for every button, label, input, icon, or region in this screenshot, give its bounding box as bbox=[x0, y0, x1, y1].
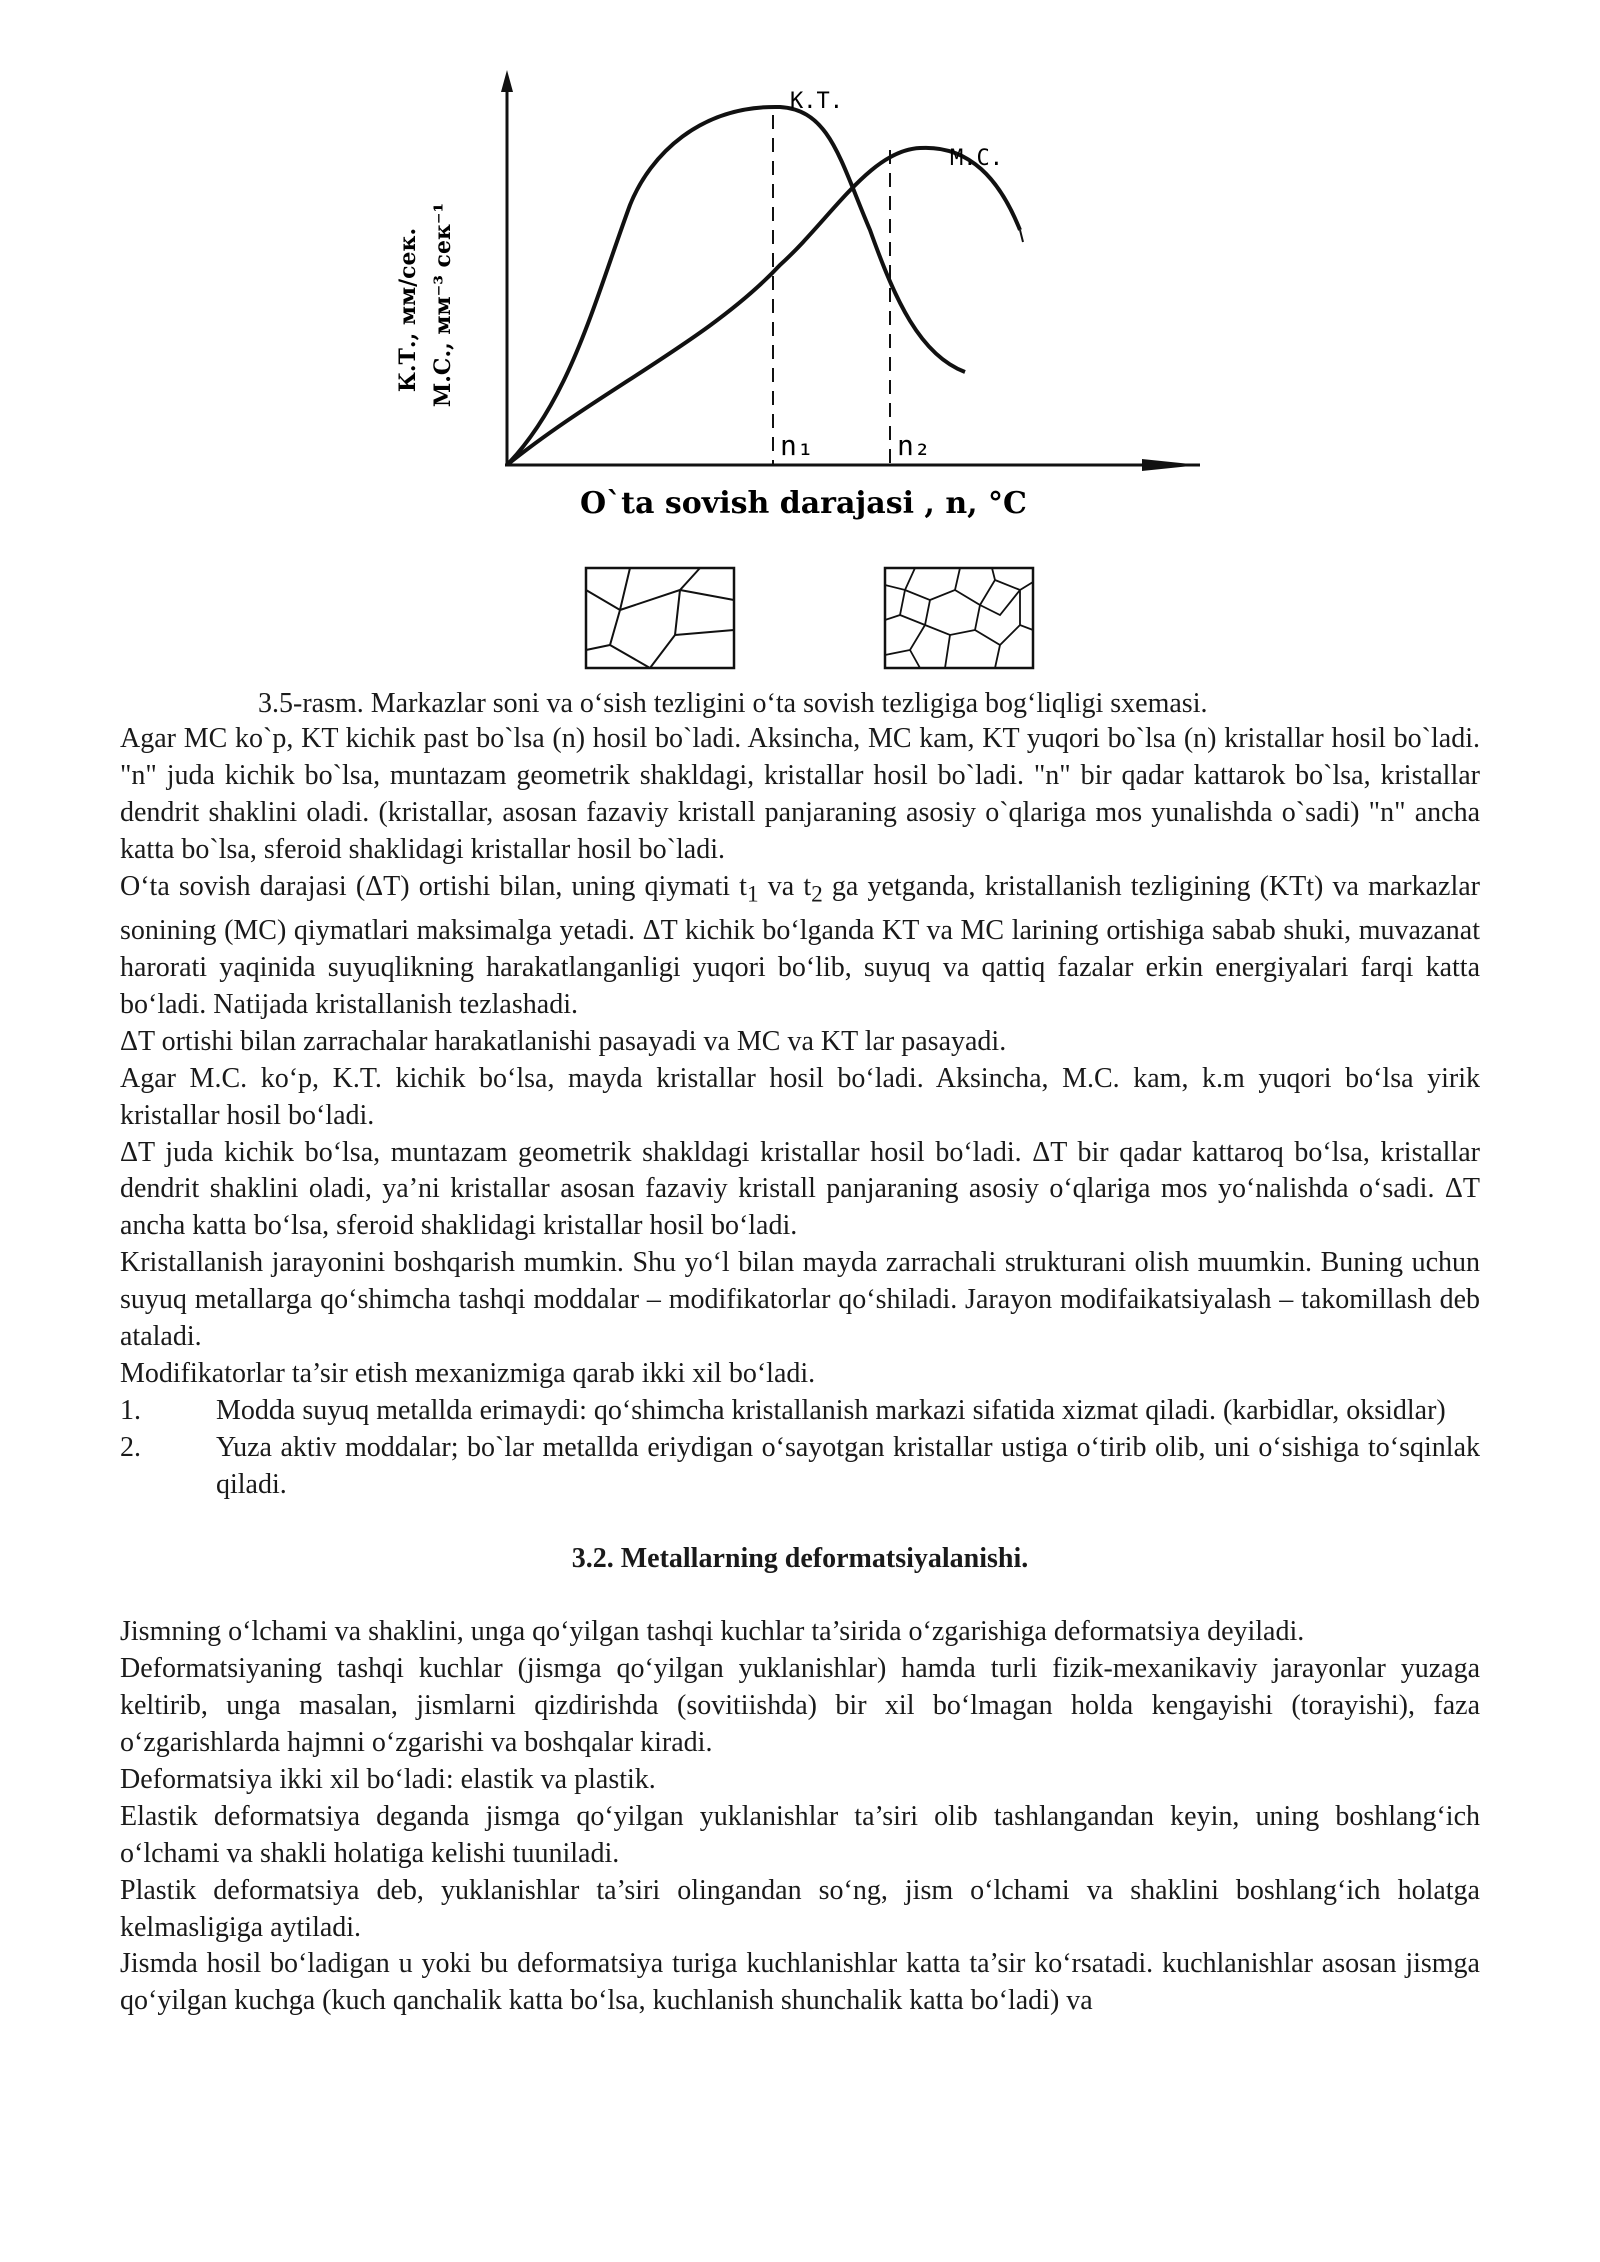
paragraph: Deformatsiya ikki xil bo‘ladi: elastik va plastik. bbox=[120, 1763, 656, 1795]
spacer bbox=[120, 1577, 1480, 1614]
list-number: 2. bbox=[120, 1431, 141, 1463]
mc-curve bbox=[507, 148, 1020, 465]
subscript: 2 bbox=[811, 881, 823, 908]
list-number: 1. bbox=[120, 1394, 141, 1426]
body-text bbox=[120, 721, 1480, 2020]
subscript: 1 bbox=[746, 881, 759, 908]
paragraph: ΔT ortishi bilan zarrachalar harakatlanishi pasayadi va MC va KT lar pasayadi. bbox=[120, 1025, 1007, 1057]
paragraph: Agar M.C. ko‘p, K.T. kichik bo‘lsa, mayda kristallar hosil bo‘ladi. Aksincha, M.C. kam, k.m yuqori bo‘lsa yirik kristallar hosil bo‘ladi. bbox=[120, 1062, 1480, 1131]
fine-grain-structure bbox=[885, 568, 1033, 668]
spacer bbox=[120, 1504, 1480, 1541]
paragraph-part: O‘ta sovish darajasi (ΔT) ortishi bilan, uning qiymati t bbox=[120, 870, 747, 902]
list-item bbox=[120, 1430, 1480, 1504]
x-axis-label: O`ta sovish darajasi , n, °C bbox=[580, 486, 1027, 521]
figure-caption: 3.5-rasm. Markazlar soni va o‘sish tezligini o‘ta sovish tezligiga bog‘liqligi sxemasi. bbox=[258, 688, 1208, 719]
mc-curve-tail bbox=[1020, 230, 1023, 242]
y-axis-label-mc: М.С., мм⁻³ сек⁻¹ bbox=[430, 202, 456, 408]
coarse-grain-structure bbox=[586, 568, 734, 668]
kt-curve-label: К.Т. bbox=[790, 89, 843, 114]
paragraph: Kristallanish jarayonini boshqarish mumkin. Shu yo‘l bilan mayda zarrachali strukturani olish muumkin. Buning uchun suyuq metallarga qo‘shimcha tashqi moddalar – modifikatorlar qo‘shiladi. Jarayon modifaikatsiyalash – takomillash deb ataladi. bbox=[120, 1247, 1480, 1353]
paragraph-part: ga yetganda, kristallanish tezligining (KTt) va markazlar sonining (MC) qiymatlari maksimalga yetadi. ΔT kichik bo‘lganda KT va MC larining ortishiga sabab shuki, muvazanat harorati yaqinida suyuqlikning harakatlanganligi yuqori bo‘lib, suyuq va qattiq fazalar erkin energiyalari farqi katta bo‘ladi. Natijada kristallanish tezlashadi. bbox=[120, 870, 1480, 1020]
x-axis-arrow bbox=[1142, 459, 1200, 471]
paragraph bbox=[120, 869, 1480, 1024]
paragraph: Jismda hosil bo‘ladigan u yoki bu deformatsiya turiga kuchlanishlar katta ta’sir ko‘rsatadi. kuchlanishlar asosan jismga qo‘yilgan kuchga (kuch qanchalik katta bo‘lsa, kuchlanish shunchalik katta bo‘ladi) va bbox=[120, 1948, 1480, 2017]
kt-curve bbox=[507, 107, 965, 465]
y-axis-label-kt: К.Т., мм/сек. bbox=[395, 227, 421, 393]
list-text: Modda suyuq metallda erimaydi: qo‘shimcha kristallanish markazi sifatida xizmat qiladi. (karbidlar, oksidlar) bbox=[216, 1394, 1446, 1426]
paragraph: Agar MC ko`p, KT kichik past bo`lsa (n) hosil bo`ladi. Aksincha, MC kam, KT yuqori bo`lsa (n) kristallar hosil bo`ladi. "n" juda kichik bo`lsa, muntazam geometrik shakldagi, kristallar hosil bo`ladi. "n" bir qadar kattarok bo`lsa, kristallar dendrit shaklini oladi. (kristallar, asosan fazaviy kristall panjaraning asosiy o`qlariga mos yunalishda o`sadi) "n" ancha katta bo`lsa, sferoid shaklidagi kristallar hosil bo`ladi. bbox=[120, 723, 1480, 865]
section-heading: 3.2. Metallarning deformatsiyalanishi. bbox=[571, 1542, 1029, 1574]
paragraph: Elastik deformatsiya deganda jismga qo‘yilgan yuklanishlar ta’siri olib tashlangandan keyin, uning boshlang‘ich o‘lchami va shakli holatiga kelishi tuuniladi. bbox=[120, 1800, 1480, 1869]
list-text: Yuza aktiv moddalar; bo`lar metallda eriydigan o‘sayotgan kristallar ustiga o‘tirib olib, uni o‘sishiga to‘sqinlak qiladi. bbox=[216, 1431, 1480, 1500]
paragraph: Modifikatorlar ta’sir etish mexanizmiga qarab ikki xil bo‘ladi. bbox=[120, 1358, 816, 1389]
y-axis-arrow bbox=[501, 70, 513, 92]
figure-3-5 bbox=[380, 70, 1230, 680]
kt-mc-diagram bbox=[380, 70, 1230, 680]
n1-label: n₁ bbox=[780, 429, 814, 462]
paragraph: Jismning o‘lchami va shaklini, unga qo‘yilgan tashqi kuchlar ta’sirida o‘zgarishiga deformatsiya deyiladi. bbox=[120, 1616, 1305, 1648]
paragraph: Plastik deformatsiya deb, yuklanishlar ta’siri olingandan so‘ng, jism o‘lchami va shaklini boshlang‘ich holatga kelmasligiga aytiladi. bbox=[120, 1874, 1480, 1943]
paragraph-part: va t bbox=[758, 870, 812, 902]
list-item bbox=[120, 1393, 1480, 1430]
paragraph: Deformatsiyaning tashqi kuchlar (jismga qo‘yilgan yuklanishlar) hamda turli fizik-mexanikaviy jarayonlar yuzaga keltirib, unga masalan, jismlarni qizdirishda (sovitiishda) bir xil bo‘lmagan holda kengayishi (torayishi), faza o‘zgarishlarda hajmni o‘zgarishi va boshqalar kiradi. bbox=[120, 1653, 1480, 1759]
n2-label: n₂ bbox=[897, 429, 931, 462]
mc-curve-label: М.С. bbox=[950, 146, 1003, 171]
paragraph: ΔT juda kichik bo‘lsa, muntazam geometrik shakldagi kristallar hosil bo‘ladi. ΔT bir qadar kattaroq bo‘lsa, kristallar dendrit shaklini oladi, ya’ni kristallar asosan fazaviy kristall panjaraning asosiy o‘qlariga mos yo‘nalishda o‘sadi. ΔT ancha katta bo‘lsa, sferoid shaklidagi kristallar hosil bo‘ladi. bbox=[120, 1136, 1480, 1242]
